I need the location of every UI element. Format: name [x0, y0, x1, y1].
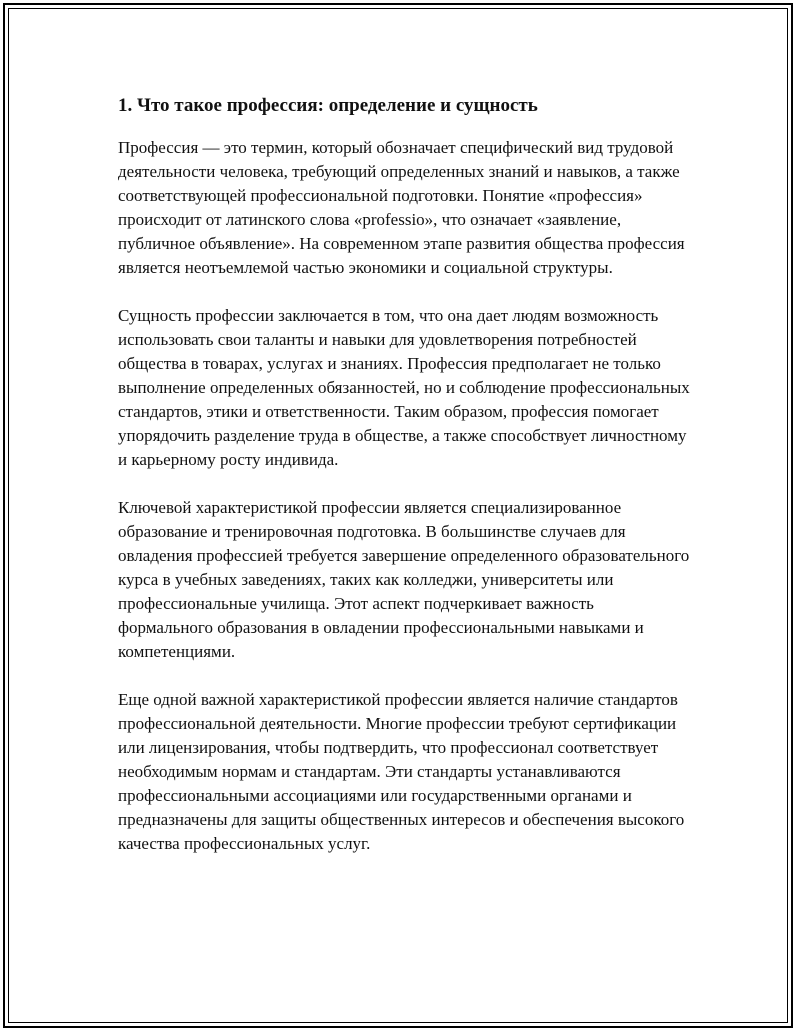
- paragraph-standards: Еще одной важной характеристикой профессии является наличие стандартов профессиональной деятельности. Многие профессии требуют сертификации или лицензирования, чтобы подтвердить, что профессионал соответствует необходимым нормам и стандартам. Эти стандарты устанавливаются профессиональными ассоциациями или государственными органами и предназначены для защиты общественных интересов и обеспечения высокого качества профессиональных услуг.: [118, 690, 685, 853]
- document-body: [118, 94, 693, 880]
- paragraph-definition: Профессия — это термин, который обозначает специфический вид трудовой деятельности человека, требующий определенных знаний и навыков, а также соответствующей профессиональной подготовки. Понятие «профессия» происходит от латинского слова «professio», что означает «заявление, публичное объявление». На современном этапе развития общества профессия является неотъемлемой частью экономики и социальной структуры.: [118, 138, 685, 277]
- section-heading: 1. Что такое профессия: определение и сущность: [118, 95, 538, 116]
- paragraph-education: Ключевой характеристикой профессии является специализированное образование и тренировочная подготовка. В большинстве случаев для овладения профессией требуется завершение определенного образовательного курса в учебных заведениях, таких как колледжи, университеты или профессиональные училища. Этот аспект подчеркивает важность формального образования в овладении профессиональными навыками и компетенциями.: [118, 498, 690, 661]
- paragraph-essence: Сущность профессии заключается в том, что она дает людям возможность использовать свои таланты и навыки для удовлетворения потребностей общества в товарах, услугах и знаниях. Профессия предполагает не только выполнение определенных обязанностей, но и соблюдение профессиональных стандартов, этики и ответственности. Таким образом, профессия помогает упорядочить разделение труда в обществе, а также способствует личностному и карьерному росту индивида.: [118, 306, 690, 469]
